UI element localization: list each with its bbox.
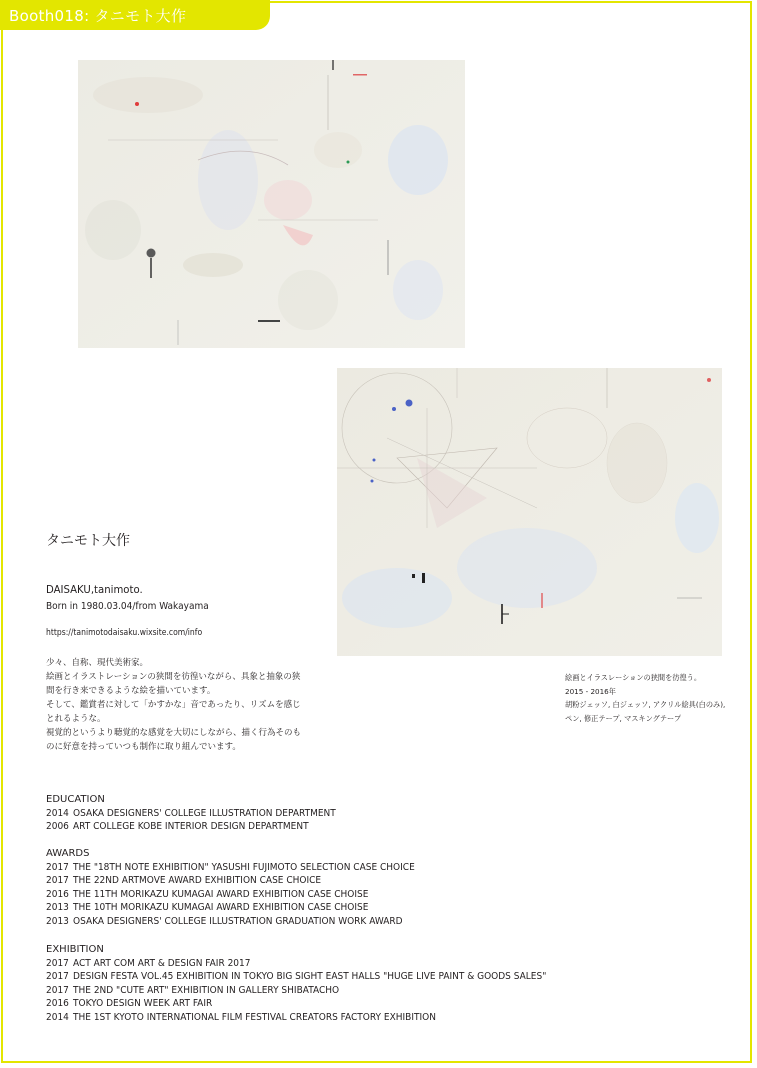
item-text: THE 1ST KYOTO INTERNATIONAL FILM FESTIVAL CREATORS FACTORY EXHIBITION: [73, 1011, 436, 1023]
item-year: 2017: [46, 861, 69, 873]
item-text: THE "18TH NOTE EXHIBITION" YASUSHI FUJIMOTO SELECTION CASE CHOICE: [73, 861, 415, 873]
item-text: OSAKA DESIGNERS' COLLEGE ILLUSTRATION DEPARTMENT: [73, 807, 336, 819]
list-item: [46, 901, 415, 915]
item-text: THE 11TH MORIKAZU KUMAGAI AWARD EXHIBITION CASE CHOISE: [73, 888, 369, 900]
list-item: [46, 915, 415, 929]
artist-name-en: DAISAKU,tanimoto.: [46, 583, 143, 596]
caption-line: 絵画とイラスレーションの狭間を彷徨う。: [565, 673, 702, 682]
artist-born: Born in 1980.03.04/from Wakayama: [46, 601, 209, 612]
exhibition-section: [46, 943, 602, 1025]
item-year: 2017: [46, 875, 69, 887]
item-text: DESIGN FESTA VOL.45 EXHIBITION IN TOKYO BIG SIGHT EAST HALLS "HUGE LIVE PAINT & GOODS SALES": [73, 971, 547, 983]
item-text: TOKYO DESIGN WEEK ART FAIR: [73, 998, 213, 1010]
list-item: [46, 807, 336, 821]
bio-line: そして、鑑賞者に対して「かすかな」音であったり、リズムを感じ: [46, 700, 301, 710]
item-year: 2017: [46, 984, 69, 996]
bio-line: 間を行き来できるような絵を描いています。: [46, 686, 216, 696]
item-text: ART COLLEGE KOBE INTERIOR DESIGN DEPARTMENT: [73, 821, 309, 833]
item-year: 2006: [46, 821, 69, 833]
item-year: 2016: [46, 888, 69, 900]
bio-line: 少々、自称、現代美術家。: [46, 658, 149, 668]
caption-line: 胡粉ジェッソ, 白ジェッソ, アクリル絵具(白のみ),: [565, 700, 726, 709]
artist-url[interactable]: https://tanimotodaisaku.wixsite.com/info: [46, 628, 203, 638]
item-text: THE 10TH MORIKAZU KUMAGAI AWARD EXHIBITION CASE CHOISE: [73, 902, 369, 914]
artist-bio: [46, 656, 316, 754]
artwork-caption: [565, 671, 725, 725]
list-item: [46, 997, 546, 1011]
bio-line: のに好意を持っていつも制作に取り組んでいます。: [46, 742, 241, 752]
list-item: [46, 861, 415, 875]
item-text: OSAKA DESIGNERS' COLLEGE ILLUSTRATION GRADUATION WORK AWARD: [73, 915, 403, 927]
item-year: 2016: [46, 998, 69, 1010]
item-text: ACT ART COM ART & DESIGN FAIR 2017: [73, 957, 251, 969]
artist-name-jp: タニモト大作: [46, 533, 130, 549]
artwork-2: [337, 368, 722, 656]
awards-section: [46, 847, 456, 929]
bio-line: 視覚的というより聴覚的な感覚を大切にしながら、描く行為そのも: [46, 728, 302, 738]
bio-line: とれるような。: [46, 714, 106, 724]
item-year: 2013: [46, 915, 69, 927]
caption-line: ペン, 修正テープ, マスキングテープ: [565, 713, 682, 723]
education-section: [46, 793, 368, 834]
item-year: 2017: [46, 971, 69, 983]
section-title: AWARDS: [46, 848, 90, 859]
artwork-1: [78, 60, 465, 348]
list-item: [46, 984, 546, 998]
list-item: [46, 1011, 546, 1025]
item-text: THE 2ND "CUTE ART" EXHIBITION IN GALLERY SHIBATACHO: [73, 984, 340, 996]
item-year: 2014: [46, 1011, 69, 1023]
list-item: [46, 888, 415, 902]
list-item: [46, 970, 546, 984]
item-year: 2013: [46, 902, 69, 914]
item-year: 2014: [46, 807, 69, 819]
list-item: [46, 820, 336, 834]
section-title: EXHIBITION: [46, 944, 104, 955]
section-title: EDUCATION: [46, 794, 105, 805]
item-text: THE 22ND ARTMOVE AWARD EXHIBITION CASE CHOICE: [73, 875, 322, 887]
list-item: [46, 957, 546, 971]
bio-line: 絵画とイラストレーションの狭間を彷徨いながら、具象と抽象の狭: [46, 672, 301, 682]
booth-label: Booth018: タニモト大作: [9, 7, 187, 25]
list-item: [46, 874, 415, 888]
booth-tab: [0, 0, 270, 30]
caption-line: 2015 - 2016年: [565, 686, 616, 696]
item-year: 2017: [46, 957, 69, 969]
